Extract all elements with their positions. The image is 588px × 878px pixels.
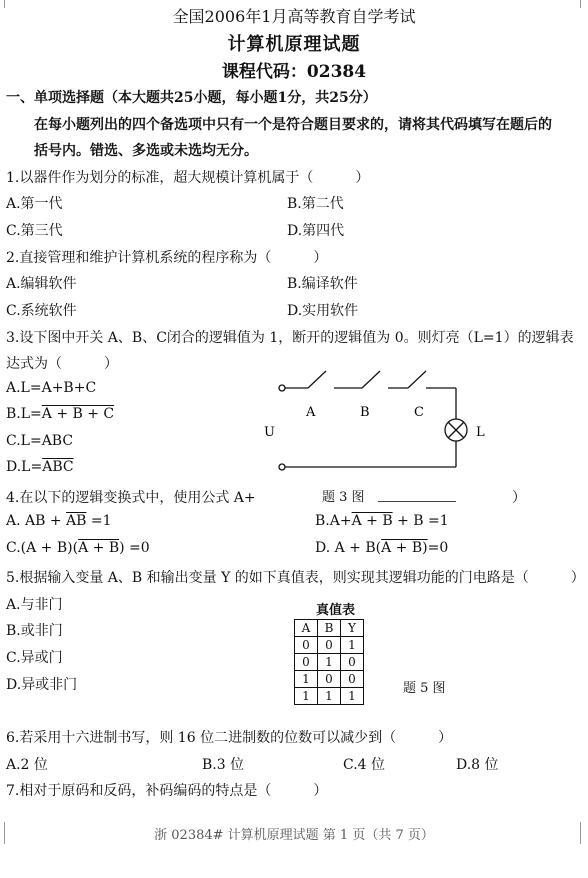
table-row xyxy=(295,688,364,705)
switch-label-a: A xyxy=(306,405,316,420)
truth-table xyxy=(294,619,364,705)
option-b: B.第二代 xyxy=(287,196,344,212)
option-d: $D.L=\overline{ABC}$ xyxy=(6,459,74,475)
option-d: D.异或非门 xyxy=(6,677,78,693)
option-c: C.L=ABC xyxy=(6,433,74,449)
option-c: C.异或门 xyxy=(6,650,63,666)
table-cell: 0 xyxy=(295,654,318,671)
question-stem: 5.根据输入变量 A、B 和输出变量 Y 的如下真值表，则实现其逻辑功能的门电路是（ ） xyxy=(6,570,585,586)
table-cell: 0 xyxy=(318,671,341,688)
table-cell: 0 xyxy=(295,637,318,654)
table-cell: 1 xyxy=(295,688,318,705)
table-cell: 0 xyxy=(318,637,341,654)
section-instruction: 括号内。错选、多选或未选均无分。 xyxy=(34,143,258,159)
table-row xyxy=(295,671,364,688)
page-footer: 浙 02384# 计算机原理试题 第 1 页（共 7 页） xyxy=(154,828,434,843)
table-header: B xyxy=(318,620,341,637)
table-header: Y xyxy=(341,620,364,637)
question-stem: 达式为（ ） xyxy=(6,356,118,372)
option-c: C.(A + B)(A + B) =0 xyxy=(6,540,150,556)
question-stem: 1.以器件作为划分的标准，超大规模计算机属于（ ） xyxy=(6,170,370,186)
option-d: D.实用软件 xyxy=(287,303,359,319)
table-row xyxy=(295,637,364,654)
question-stem-end: ） xyxy=(512,490,526,506)
option-b: B.L=A + B + C xyxy=(6,406,115,422)
blank-line xyxy=(378,501,456,502)
question-stem: 3.设下图中开关 A、B、C闭合的逻辑值为 1，断开的逻辑值为 0。则灯亮（L=1）的逻辑表 xyxy=(6,330,574,346)
option-d: D. A + B(A + B)=0 xyxy=(315,540,449,556)
exam-title: 全国2006年1月高等教育自学考试 xyxy=(172,7,416,26)
table-row xyxy=(295,654,364,671)
figure-caption: 题 3 图 xyxy=(322,490,365,505)
table-cell: 1 xyxy=(341,637,364,654)
truth-table-title: 真值表 xyxy=(316,603,356,618)
table-cell: 1 xyxy=(295,671,318,688)
option-b: B.A+A + B + B =1 xyxy=(315,513,449,529)
table-cell: 1 xyxy=(318,654,341,671)
table-cell: 1 xyxy=(341,688,364,705)
question-stem: 4.在以下的逻辑变换式中，使用公式 A+ xyxy=(6,490,256,506)
option-c: C.第三代 xyxy=(6,223,63,239)
option-b: B.或非门 xyxy=(6,623,63,639)
option-d: D.第四代 xyxy=(287,223,345,239)
table-cell: 0 xyxy=(341,654,364,671)
table-header: A xyxy=(295,620,318,637)
question-stem: 6.若采用十六进制书写，则 16 位二进制数的位数可以减少到（ ） xyxy=(6,730,453,746)
table-cell: 0 xyxy=(341,671,364,688)
option-a: A.编辑软件 xyxy=(6,276,77,292)
figure-caption: 题 5 图 xyxy=(403,681,446,696)
option-a: A.第一代 xyxy=(6,196,63,212)
switch-label-b: B xyxy=(360,405,370,420)
option-c: C.4 位 xyxy=(343,757,386,773)
source-label-u: U xyxy=(264,425,275,440)
option-a: A.与非门 xyxy=(6,597,63,613)
subject-title: 计算机原理试题 xyxy=(227,34,361,55)
option-a: A.L=A+B+C xyxy=(6,380,97,396)
option-a: A.2 位 xyxy=(6,757,48,773)
section-heading: 一、单项选择题（本大题共25小题，每小题1分，共25分） xyxy=(6,90,377,106)
option-a: A. AB + $\overline{AB} =1$ xyxy=(6,513,112,529)
switch-label-c: C xyxy=(414,405,424,420)
option-c: C.系统软件 xyxy=(6,303,77,319)
option-b: B.3 位 xyxy=(202,757,245,773)
section-instruction: 在每小题列出的四个备选项中只有一个是符合题目要求的，请将其代码填写在题后的 xyxy=(34,117,552,133)
table-cell: 1 xyxy=(318,688,341,705)
table-header-row xyxy=(295,620,364,637)
course-code: 课程代码：02384 xyxy=(221,62,367,82)
option-d: D.8 位 xyxy=(456,757,499,773)
option-b: B.编译软件 xyxy=(287,276,358,292)
question-stem: 7.相对于原码和反码，补码编码的特点是（ ） xyxy=(6,783,328,799)
lamp-label-l: L xyxy=(476,425,485,440)
circuit-diagram xyxy=(258,362,498,478)
question-stem: 2.直接管理和维护计算机系统的程序称为（ ） xyxy=(6,250,328,266)
